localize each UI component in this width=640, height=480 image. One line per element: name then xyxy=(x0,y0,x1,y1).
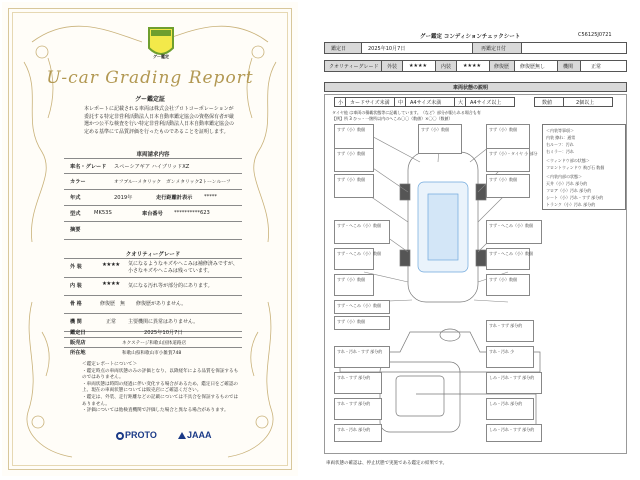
certificate-intro: 本レポートに記載される車両は株式会社プロトコーポレーションが委託する特定非営利活動法人日本自動車鑑定協会の資格保有者が厳選かつ公平な検査を行い特定非営利活動法人日本自動車鑑定協会の定める基準にて品質評価を行ったものであることを証明します。 xyxy=(84,106,235,135)
appraisal-date-row xyxy=(64,328,242,338)
quality-interior-row xyxy=(64,278,242,296)
callout-text: すず（小）数個 xyxy=(337,319,366,324)
state-title: 車両状態の説明 xyxy=(453,85,489,91)
callout-text: すず・へこみ（小）数個 xyxy=(337,303,382,308)
certificate-title: U-car Grading Report xyxy=(46,68,254,88)
quality-interior-stars: ★★★★ xyxy=(102,281,120,287)
notes-line: ＜鑑定レポートについて＞ xyxy=(82,362,138,367)
interior-callout-text: すれ・すず 部分的 xyxy=(337,375,371,380)
ext-label-cell xyxy=(381,60,403,72)
callout-text: すず・へこみ（小）数個 xyxy=(337,223,382,228)
appraisal-date-value: 2025年10月7日 xyxy=(144,330,183,336)
date-label-cell xyxy=(324,42,362,54)
grade-label: クオリティーグレード xyxy=(329,64,379,70)
repair-label-cell xyxy=(489,60,515,72)
quality-frame-label: 骨 格 xyxy=(70,301,82,307)
vehicle-name-row xyxy=(64,158,242,174)
sheet-doc-number: C56125J0721 xyxy=(578,32,612,38)
quality-exterior-label: 外 装 xyxy=(70,264,82,270)
notes-line: ・鑑定は、外装、走行距離などの記載については不具合を保証するものではありません。 xyxy=(82,394,239,407)
appraisal-location-label: 所在地 xyxy=(70,350,86,356)
quality-frame-grade: 修復歴 xyxy=(100,301,116,307)
quality-section-title: クオリティーグレード xyxy=(125,252,181,258)
callout-text: すず（小）数個 xyxy=(489,277,518,282)
callout-text: すず（小）数個 xyxy=(337,151,366,156)
vehicle-model-label: 型式 xyxy=(70,211,81,217)
callout-text: すず（小）数個 xyxy=(337,127,366,132)
mech-value: 正常 xyxy=(591,64,602,70)
quality-interior-desc: 気になる汚れ等が部分的にあります。 xyxy=(128,283,213,289)
quality-exterior-desc: 気になるようなキズやへこみは補修済みですが、小さなキズやへこみは残っています。 xyxy=(128,261,238,274)
legend-note-1: タイヤ他 は車両の積載状態等に記載しています。（など）部分が限られる場合も有 xyxy=(332,110,481,115)
certificate-notes xyxy=(82,362,242,415)
size-large-label: 大 xyxy=(458,100,464,106)
callout-text: すず（小）・タイヤ 小 部分 xyxy=(489,151,538,156)
vehicle-name-label: 車名・グレード xyxy=(70,164,107,170)
repair-label: 修復歴 xyxy=(494,64,510,70)
certificate-name: グー鑑定証 xyxy=(134,96,165,103)
vehicle-year-label: 年式 xyxy=(70,195,81,201)
vehicle-model-row xyxy=(64,206,242,222)
interior-note: フロントウィンドウ 飛び石 数個 xyxy=(546,165,605,170)
mech-label-cell xyxy=(557,60,581,72)
interior-notes-title: ＜内装等事項＞ xyxy=(546,128,574,133)
quality-frame-desc: 修復歴がありません。 xyxy=(136,301,187,307)
vehicle-color-label: カラー xyxy=(70,179,86,185)
interior-note: ＜ウィンドウ部の状態＞ xyxy=(546,158,590,163)
state-diagram-frame xyxy=(324,94,627,454)
quality-frame-row xyxy=(64,296,242,314)
interior-callout-text: すれ・汚れ 部分的 xyxy=(337,427,371,432)
appraisal-date-label: 鑑定日 xyxy=(70,330,86,336)
quality-mech-desc: 主要機関に異常はありません。 xyxy=(128,319,199,325)
jaaa-logo-text: JAAA xyxy=(187,430,212,440)
ext-label: 外装 xyxy=(387,64,398,70)
appraisal-location-row xyxy=(64,348,242,358)
int-value: ★★★★ xyxy=(463,63,481,69)
count-label: 数値 xyxy=(542,100,553,106)
interior-note: 内装 擦れ：通常 xyxy=(546,135,576,140)
ext-value: ★★★★ xyxy=(409,63,427,69)
appraisal-seller-label: 販売店 xyxy=(70,340,86,346)
grading-certificate xyxy=(2,2,298,476)
interior-callout-text: しみ・汚れ 部分的 xyxy=(489,401,523,406)
callout-text: すず（小）数個 xyxy=(489,127,518,132)
goo-appraisal-seal xyxy=(146,24,176,62)
date-label: 鑑定日 xyxy=(331,46,347,52)
int-value-cell xyxy=(456,60,490,72)
interior-callout-text: すれ・すず 部分的 xyxy=(337,401,371,406)
notes-line: ・鑑定時点の車両状態のみの評価となり、以降経年による品質を保証するものではありません。 xyxy=(82,368,239,381)
interior-note: 右ルーフ：汚れ xyxy=(546,142,574,147)
vehicle-model-value: MK53S xyxy=(94,210,112,216)
callout-text: すず（小）数個 xyxy=(421,127,450,132)
recert-label: 再鑑定日付 xyxy=(481,46,507,52)
proto-logo xyxy=(116,430,157,440)
size-medium-desc: A4サイズ未満 xyxy=(410,100,442,106)
callout-text: すず（小）数個 xyxy=(489,177,518,182)
recert-label-cell xyxy=(472,42,522,54)
date-value-cell xyxy=(361,42,473,54)
vehicle-remarks-row xyxy=(64,222,242,240)
condition-check-sheet xyxy=(320,2,636,476)
size-large-desc: A4サイズ以上 xyxy=(470,100,502,106)
interior-callout-text: すれ・汚れ 少 xyxy=(489,349,515,354)
vehicle-vin-label: 車台番号 xyxy=(142,211,163,217)
mech-value-cell xyxy=(580,60,627,72)
callout-text: すず（小）数個 xyxy=(337,177,366,182)
sheet-footer: 車両状態の確認は、停止状態で実施である鑑定の結果です。 xyxy=(326,461,448,466)
repair-value: 修復歴無し xyxy=(520,64,546,70)
vehicle-mileage-value: ***** xyxy=(204,194,217,200)
quality-exterior-row xyxy=(64,258,242,278)
vehicle-year-row xyxy=(64,190,242,206)
vehicle-vin-value: **********623 xyxy=(174,210,210,216)
vehicle-year-value: 2019年 xyxy=(114,195,133,201)
interior-callout-text: すれ・汚れ・すず 部分的 xyxy=(337,349,383,354)
quality-exterior-stars: ★★★★ xyxy=(102,262,120,268)
size-small-desc: カードサイズ未満 xyxy=(350,100,390,106)
seal-text: グー鑑定 xyxy=(153,54,169,59)
vehicle-color-row xyxy=(64,174,242,190)
notes-line: ・車両状態は時間の経過に伴い変化する場合があるため、鑑定日をご確認の上、現在の車両状態については販売店にご確認ください。 xyxy=(82,381,239,394)
interior-callout-text: すれ・すず 部分的 xyxy=(489,323,523,328)
state-title-cell xyxy=(324,82,627,92)
interior-callout-text: しみ・汚れ・すず 部分的 xyxy=(489,427,535,432)
ext-value-cell xyxy=(402,60,436,72)
vehicle-name-value: スペーシアギア ハイブリッドXZ xyxy=(114,164,190,170)
interior-note: ＜内装内部の状態＞ xyxy=(546,174,582,179)
recert-value-cell xyxy=(521,42,627,54)
date-value: 2025年10月7日 xyxy=(368,46,406,52)
grade-label-cell xyxy=(324,60,382,72)
interior-note: フロア（小）汚れ 部分的 xyxy=(546,188,592,193)
quality-frame-none: 無 xyxy=(120,301,126,307)
sheet-title: グー鑑定 コンディションチェックシート xyxy=(420,34,521,40)
interior-note: トランク（小）汚れ 部分的 xyxy=(546,202,596,207)
interior-note: シート（小）汚れ・すず 部分的 xyxy=(546,195,604,200)
vehicle-remarks-label: 摘要 xyxy=(70,227,81,233)
count-desc: 2個以上 xyxy=(576,100,595,106)
legend-note-2: 【例】所 3 ひっ・一箇所以内のへこみ〇〇（数値）×〇〇（数値） xyxy=(332,116,453,121)
quality-mech-grade: 正常 xyxy=(106,319,117,325)
appraisal-seller-value: ネクステージ和歌山国体道路店 xyxy=(122,341,187,346)
mech-label: 機関 xyxy=(563,64,574,70)
appraisal-seller-row xyxy=(64,338,242,348)
proto-logo-text: PROTO xyxy=(125,430,157,440)
callout-text: すず・へこみ（小）数個 xyxy=(337,251,382,256)
jaaa-logo xyxy=(178,430,212,440)
notes-line: ・評価については他検査機関で評価した場合と異なる場合があります。 xyxy=(82,408,229,414)
callout-text: すず（小）数個 xyxy=(337,277,366,282)
vehicle-color-value: オフブルーメタリック ガンメタリック2トーンルーフ xyxy=(114,180,231,185)
repair-value-cell xyxy=(514,60,558,72)
appraisal-location-value: 和歌山県和歌山市小雑賀748 xyxy=(122,351,182,356)
vehicle-section-title: 車両請求内容 xyxy=(136,152,170,158)
vehicle-mileage-label: 走行距離計表示 xyxy=(156,195,193,201)
interior-callout-text: しみ・汚れ・すず 部分的 xyxy=(489,375,535,380)
size-medium-label: 中 xyxy=(398,100,404,106)
int-label: 内装 xyxy=(441,64,452,70)
callout-text: すず・へこみ（小）数個 xyxy=(489,223,534,228)
int-label-cell xyxy=(435,60,457,72)
quality-interior-label: 内 装 xyxy=(70,283,82,289)
size-small-label: 小 xyxy=(338,100,344,106)
interior-note: 右ミラー：汚れ xyxy=(546,149,574,154)
callout-text: すず・へこみ（小）数個 xyxy=(489,251,534,256)
quality-mech-label: 機 関 xyxy=(70,319,82,325)
interior-note: 天井（小）汚れ 部分的 xyxy=(546,181,588,186)
